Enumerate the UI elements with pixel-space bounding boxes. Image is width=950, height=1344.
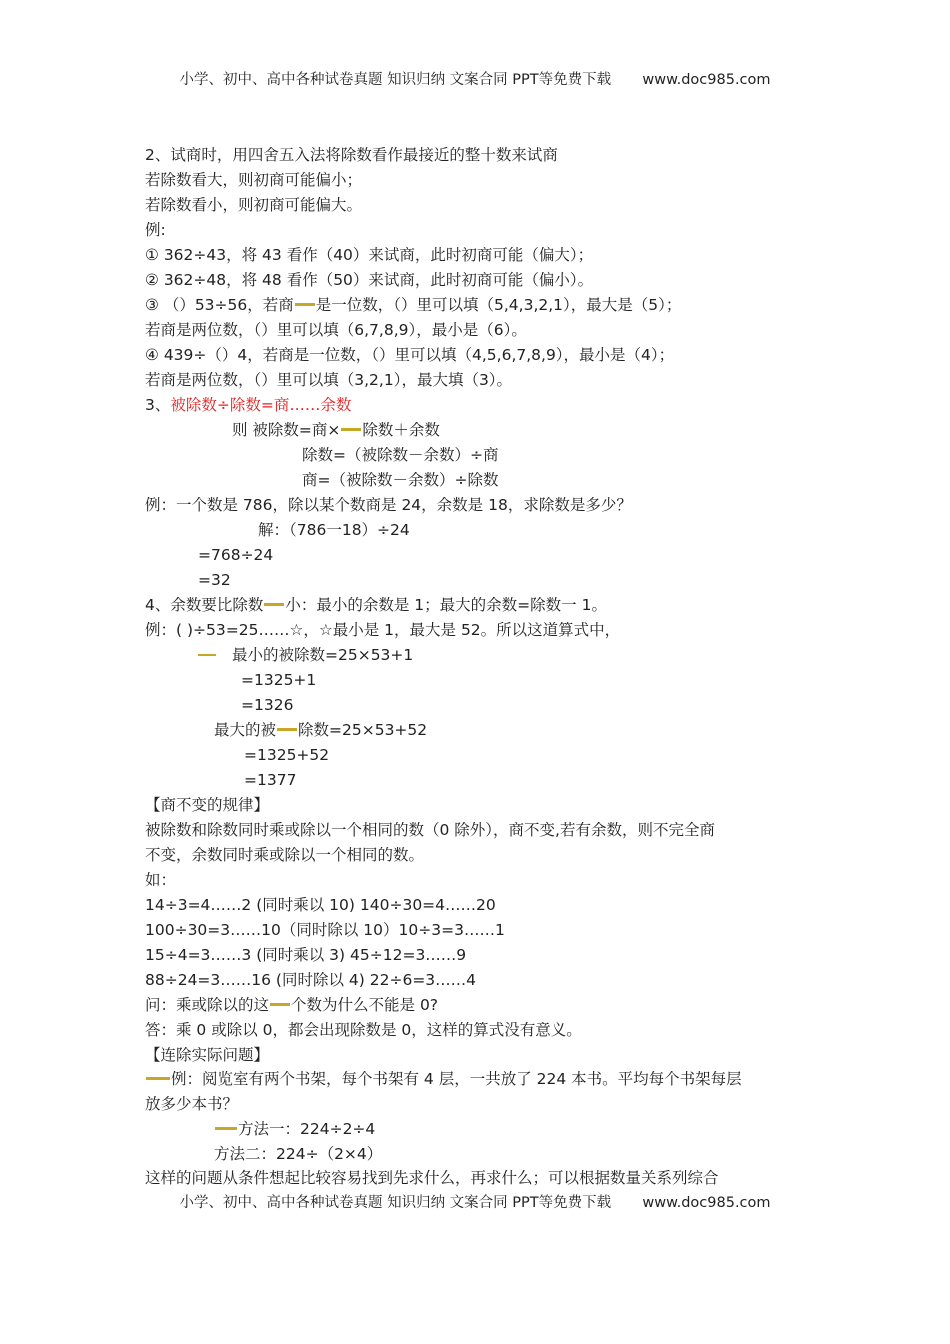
- min-dividend: 最小的被除数=25×53+1: [232, 646, 414, 664]
- section-3-formula: 被除数÷除数=商……余数: [170, 396, 352, 414]
- question-a: 问：乘或除以的这: [145, 996, 270, 1014]
- bookshelf-question: 放多少本书？: [145, 1095, 239, 1113]
- line-example-4-two-digit: 若商是两位数，（）里可以填（3,2,1），最大填（3）。: [145, 371, 513, 389]
- highlight-mark: [215, 1127, 237, 1130]
- rule-example-label: 如：: [145, 871, 177, 889]
- formula-dividend-b: 除数＋余数: [362, 421, 440, 439]
- section-4-heading: [145, 594, 607, 616]
- highlight-mark: [146, 1077, 170, 1080]
- line-example-3-a: ③ （）53÷56，若商: [145, 296, 294, 314]
- section-4-b: 小：最小的余数是 1；最大的余数=除数一 1。: [285, 596, 607, 614]
- consecutive-division-heading: 【连除实际问题】: [145, 1046, 270, 1064]
- max-dividend-step-1: =1325+52: [244, 746, 330, 764]
- min-dividend-step-2: =1326: [241, 696, 294, 714]
- line-try-quotient: 2、试商时，用四舍五入法将除数看作最接近的整十数来试商: [145, 146, 558, 164]
- page-header: [0, 68, 950, 89]
- line-example-3-two-digit: 若商是两位数，（）里可以填（6,7,8,9），最小是（6）。: [145, 321, 527, 339]
- section-3-heading: [145, 394, 351, 416]
- rule-example-3-text: 15÷4=3……3 (同时乘以 3) 45÷12=3……9: [145, 946, 467, 964]
- bookshelf-example: 例：阅览室有两个书架，每个书架有 4 层，一共放了 224 本书。平均每个书架每层: [171, 1070, 742, 1088]
- highlight-mark: [277, 728, 297, 731]
- line-divisor-larger: 若除数看大，则初商可能偏小；: [145, 171, 363, 189]
- header-text: 小学、初中、高中各种试卷真题 知识归纳 文案合同 PPT等免费下载: [179, 72, 612, 88]
- line-example-1: ① 362÷43，将 43 看作（40）来试商，此时初商可能（偏大）；: [145, 246, 594, 264]
- rule-text-1: 被除数和除数同时乘或除以一个相同的数（0 除外），商不变,若有余数，则不完全商: [145, 821, 715, 839]
- line-example-label: 例:: [145, 221, 166, 239]
- line-example-2: ② 362÷48，将 48 看作（50）来试商，此时初商可能（偏小）。: [145, 271, 594, 289]
- method-1: 方法一：224÷2÷4: [238, 1120, 376, 1138]
- example-786: 例：一个数是 786，除以某个数商是 24，余数是 18，求除数是多少？: [145, 496, 632, 514]
- formula-dividend: [232, 419, 440, 441]
- highlight-mark: [295, 303, 315, 306]
- max-dividend-line: [214, 719, 427, 741]
- formula-quotient: 商=（被除数－余数）÷除数: [302, 471, 499, 489]
- question-line: [145, 994, 438, 1016]
- rule-example-2: 100÷30=3……10（同时除以 10）10÷3=3……1: [145, 921, 505, 939]
- formula-divisor: 除数=（被除数－余数）÷商: [302, 446, 499, 464]
- rule-heading: 【商不变的规律】: [145, 796, 270, 814]
- rule-example-1: 14÷3=4……2 (同时乘以 10) 140÷30=4……20: [145, 896, 496, 914]
- line-example-3: [145, 294, 681, 316]
- header-site-link[interactable]: www.doc985.com: [642, 72, 771, 88]
- rule-example-4: 88÷24=3……16 (同时除以 4) 22÷6=3……4: [145, 971, 477, 989]
- rule-example-3: [145, 944, 472, 970]
- tiny-annotation: ·: [471, 956, 473, 961]
- answer-line: 答：乘 0 或除以 0，都会出现除数是 0，这样的算式没有意义。: [145, 1021, 582, 1039]
- footer-text: 小学、初中、高中各种试卷真题 知识归纳 文案合同 PPT等免费下载: [179, 1195, 612, 1211]
- formula-dividend-a: 则 被除数=商×: [232, 421, 341, 439]
- method-2: 方法二：224÷（2×4）: [214, 1145, 383, 1163]
- line-example-3-b: 是一位数，（）里可以填（5,4,3,2,1），最大是（5）；: [315, 296, 682, 314]
- solution-step-3: =32: [198, 571, 231, 589]
- footer-site-link[interactable]: www.doc985.com: [642, 1195, 771, 1211]
- max-dividend-step-2: =1377: [244, 771, 297, 789]
- highlight-mark: [264, 603, 284, 606]
- line-divisor-smaller: 若除数看小，则初商可能偏大。: [145, 196, 363, 214]
- page-footer: [0, 1191, 950, 1212]
- highlight-mark: [270, 1003, 290, 1006]
- bookshelf-example-line: [145, 1068, 742, 1090]
- highlight-mark: [198, 654, 216, 656]
- highlight-mark: [341, 428, 361, 431]
- max-dividend-b: 除数=25×53+52: [298, 721, 428, 739]
- line-example-4: ④ 439÷（）4，若商是一位数，（）里可以填（4,5,6,7,8,9），最小是（4）；: [145, 346, 675, 364]
- max-dividend-a: 最大的被: [214, 721, 277, 739]
- section-3-number: 3、: [145, 396, 171, 414]
- min-dividend-step-1: =1325+1: [241, 671, 317, 689]
- example-remainder: 例：( )÷53=25……☆，☆最小是 1，最大是 52。所以这道算式中，: [145, 621, 621, 639]
- solution-step-2: =768÷24: [198, 546, 274, 564]
- summary-line: 这样的问题从条件想起比较容易找到先求什么，再求什么；可以根据数量关系列综合: [145, 1169, 719, 1187]
- method-1-line: [214, 1118, 375, 1140]
- question-b: 个数为什么不能是 0?: [291, 996, 439, 1014]
- solution-step-1: 解：（786一18）÷24: [258, 521, 410, 539]
- rule-text-2: 不变，余数同时乘或除以一个相同的数。: [145, 846, 425, 864]
- min-dividend-line: [197, 644, 413, 666]
- section-4-a: 4、余数要比除数: [145, 596, 264, 614]
